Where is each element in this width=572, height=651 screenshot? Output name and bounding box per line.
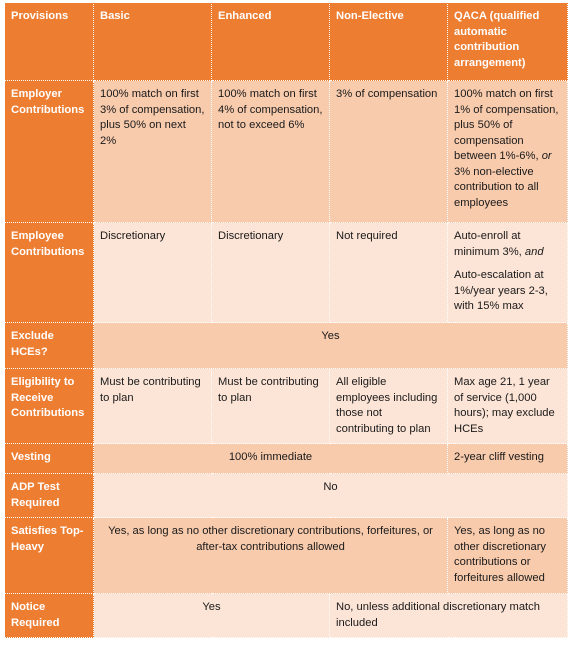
employee-qaca-part1: Auto-enroll at minimum 3%, bbox=[454, 230, 522, 258]
row-top-heavy bbox=[5, 518, 568, 594]
row-adp-test bbox=[5, 474, 568, 518]
header-provisions: Provisions bbox=[5, 3, 94, 81]
cell-top-heavy-merged: Yes, as long as no other discretionary contributions, forfeitures, or after-tax contributions allowed bbox=[94, 518, 448, 594]
row-exclude-hces bbox=[5, 323, 568, 369]
cell-eligibility-non-elective: All eligible employees including those not contributing to plan bbox=[330, 369, 448, 444]
cell-notice-other: No, unless additional discretionary match included bbox=[330, 594, 568, 638]
row-label-adp-test: ADP Test Required bbox=[5, 474, 94, 518]
cell-employee-enhanced: Discretionary bbox=[212, 223, 330, 323]
header-qaca: QACA (qualified automatic contribution arrangement) bbox=[448, 3, 568, 81]
cell-employee-non-elective: Not required bbox=[330, 223, 448, 323]
cell-adp-test-value: No bbox=[94, 474, 568, 518]
row-label-exclude-hces: Exclude HCEs? bbox=[5, 323, 94, 369]
employee-qaca-line1 bbox=[454, 229, 561, 260]
cell-employer-non-elective: 3% of compensation bbox=[330, 81, 448, 223]
cell-vesting-qaca: 2-year cliff vesting bbox=[448, 444, 568, 474]
row-label-top-heavy: Satisfies Top-Heavy bbox=[5, 518, 94, 594]
header-non-elective: Non-Elective bbox=[330, 3, 448, 81]
row-employer-contributions bbox=[5, 81, 568, 223]
cell-employer-qaca bbox=[448, 81, 568, 223]
header-enhanced: Enhanced bbox=[212, 3, 330, 81]
header-row bbox=[5, 3, 568, 81]
cell-employee-qaca bbox=[448, 223, 568, 323]
employer-qaca-or: or bbox=[541, 150, 552, 162]
cell-eligibility-basic: Must be contributing to plan bbox=[94, 369, 212, 444]
cell-eligibility-enhanced: Must be contributing to plan bbox=[212, 369, 330, 444]
cell-employer-basic: 100% match on first 3% of compensation, plus 50% on next 2% bbox=[94, 81, 212, 223]
cell-top-heavy-qaca: Yes, as long as no other discretionary contributions or forfeitures allowed bbox=[448, 518, 568, 594]
provisions-table-container bbox=[4, 2, 568, 638]
cell-exclude-hces-value: Yes bbox=[94, 323, 568, 369]
row-vesting bbox=[5, 444, 568, 474]
cell-employee-basic: Discretionary bbox=[94, 223, 212, 323]
cell-employer-enhanced: 100% match on first 4% of compensation, not to exceed 6% bbox=[212, 81, 330, 223]
employee-qaca-and: and bbox=[524, 245, 544, 258]
header-basic: Basic bbox=[94, 3, 212, 81]
employee-qaca-part2: Auto-escalation at 1%/year years 2-3, with 15% max bbox=[454, 269, 548, 312]
cell-vesting-merged: 100% immediate bbox=[94, 444, 448, 474]
row-notice-required bbox=[5, 594, 568, 638]
cell-notice-merged: Yes bbox=[94, 594, 330, 638]
row-label-notice-required: Notice Required bbox=[5, 594, 94, 638]
employer-qaca-part1: 100% match on first 1% of compensation, plus 50% of compensation between 1%-6%, bbox=[454, 88, 559, 162]
provisions-table bbox=[4, 2, 568, 638]
row-eligibility bbox=[5, 369, 568, 444]
row-label-employee-contributions: Employee Contributions bbox=[5, 223, 94, 323]
employer-qaca-part2: 3% non-elective contribution to all employees bbox=[454, 165, 539, 209]
row-label-vesting: Vesting bbox=[5, 444, 94, 474]
row-employee-contributions bbox=[5, 223, 568, 323]
row-label-employer-contributions: Employer Contributions bbox=[5, 81, 94, 223]
row-label-eligibility: Eligibility to Receive Contributions bbox=[5, 369, 94, 444]
cell-eligibility-qaca: Max age 21, 1 year of service (1,000 hours); may exclude HCEs bbox=[448, 369, 568, 444]
